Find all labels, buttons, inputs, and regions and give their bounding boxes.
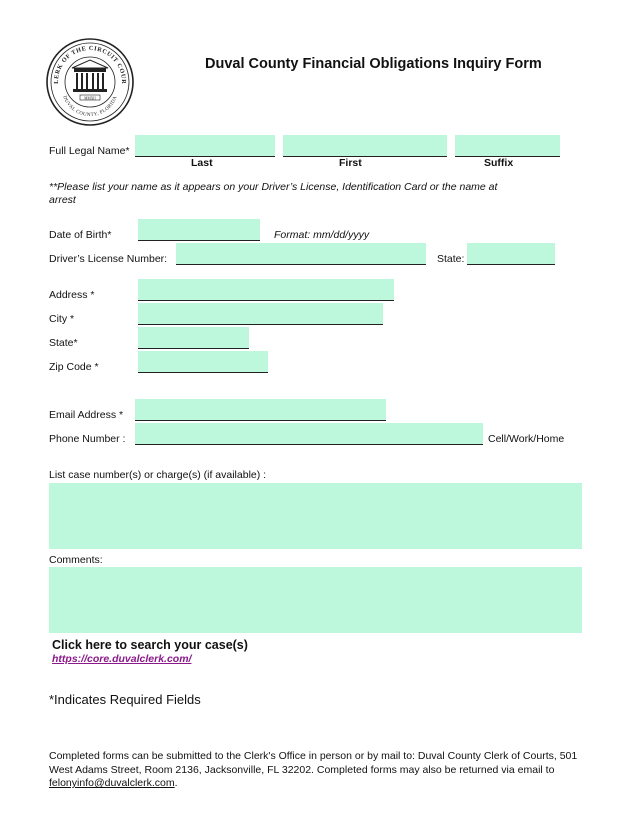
phone-type-label: Cell/Work/Home (488, 433, 565, 445)
zip-underline (138, 372, 268, 373)
first-name-input[interactable] (283, 135, 447, 156)
zip-label: Zip Code * (49, 361, 99, 373)
phone-underline (135, 444, 483, 445)
email-underline (135, 420, 386, 421)
city-underline (138, 324, 383, 325)
city-input[interactable] (138, 303, 383, 324)
comments-label: Comments: (49, 554, 103, 566)
name-note: **Please list your name as it appears on your Driver’s License, Identification Card or the name at arrest (49, 181, 498, 206)
address-input[interactable] (138, 279, 394, 300)
seal-center-text: MMXII (84, 96, 96, 101)
first-name-underline (283, 156, 447, 157)
phone-label: Phone Number : (49, 433, 126, 445)
email-label: Email Address * (49, 409, 124, 421)
license-state-underline (467, 264, 555, 265)
suffix-caption: Suffix (484, 157, 514, 169)
footer-text: Completed forms can be submitted to the Clerk's Office in person or by mail to: Duval County Clerk of Courts, 501 West Adams Street, Room 2136, Jacksonville, FL 32202. Completed forms may also be returned via email to (49, 750, 578, 776)
zip-input[interactable] (138, 351, 268, 372)
license-input[interactable] (176, 243, 426, 264)
case-label: List case number(s) or charge(s) (if available) : (49, 469, 267, 481)
first-caption: First (339, 157, 362, 169)
search-case-heading[interactable]: Click here to search your case(s) (52, 638, 248, 652)
seal-text-top: LERK OF THE CIRCUIT COUR (52, 44, 128, 85)
case-textarea[interactable] (49, 483, 582, 549)
address-label: Address * (49, 289, 95, 301)
last-caption: Last (191, 157, 213, 169)
address-underline (138, 300, 394, 301)
dob-underline (138, 240, 260, 241)
suffix-input[interactable] (455, 135, 560, 156)
phone-input[interactable] (135, 423, 483, 444)
license-underline (176, 264, 426, 265)
full-name-label: Full Legal Name* (49, 145, 130, 157)
license-label: Driver’s License Number: (49, 253, 168, 265)
state-underline (138, 348, 249, 349)
state-label: State* (49, 337, 78, 349)
seal-text-bottom: DUVAL COUNTY, FLORIDA (61, 95, 119, 119)
dob-format-hint: Format: mm/dd/yyyy (274, 229, 370, 241)
clerk-seal-logo (44, 38, 136, 126)
footer-email-link[interactable]: felonyinfo@duvalclerk.com (49, 777, 175, 789)
city-label: City * (49, 313, 75, 325)
email-input[interactable] (135, 399, 386, 420)
license-state-input[interactable] (467, 243, 555, 264)
dob-input[interactable] (138, 219, 260, 240)
footer-end: . (174, 777, 178, 789)
search-case-link[interactable]: https://core.duvalclerk.com/ (52, 653, 192, 665)
comments-textarea[interactable] (49, 567, 582, 633)
last-name-input[interactable] (135, 135, 275, 156)
page-title: Duval County Financial Obligations Inquiry Form (205, 56, 542, 72)
required-fields-note: *Indicates Required Fields (49, 692, 201, 707)
state-input[interactable] (138, 327, 249, 348)
license-state-label: State: (437, 253, 465, 265)
dob-label: Date of Birth* (49, 229, 112, 241)
submission-instructions (49, 750, 589, 791)
